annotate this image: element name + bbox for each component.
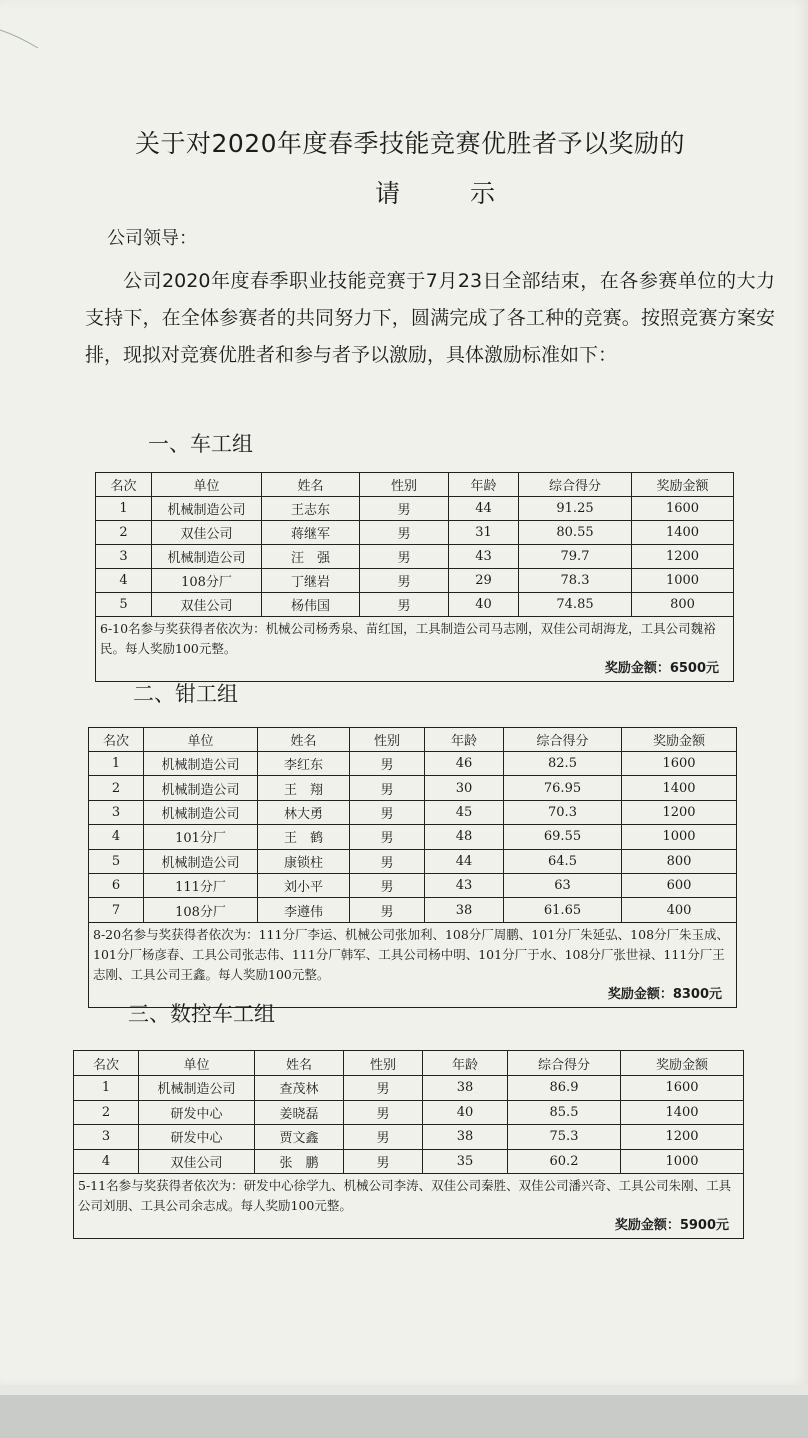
salutation: 公司领导：: [107, 228, 197, 249]
cell: 双佳公司: [139, 1149, 255, 1174]
note-row: [74, 1174, 744, 1239]
results-table: [95, 472, 734, 682]
cell: 5: [89, 849, 144, 873]
cell: 李遵伟: [258, 898, 350, 922]
table-row: [96, 569, 734, 593]
document-title: 关于对2020年度春季技能竞赛优胜者予以奖励的: [134, 129, 686, 158]
cell: 2: [74, 1100, 139, 1125]
cell: 蒋继军: [262, 521, 360, 545]
cell: 76.95: [504, 776, 622, 800]
cell: 双佳公司: [152, 521, 262, 545]
section-heading: 一、车工组: [148, 432, 253, 456]
header-cell: 奖励金额: [621, 1051, 744, 1076]
cell: 80.55: [519, 521, 632, 545]
cell: 研发中心: [139, 1100, 255, 1125]
cell: 刘小平: [258, 873, 350, 897]
note-text: 5-11名参与奖获得者依次为：研发中心徐学九、机械公司李涛、双佳公司秦胜、双佳公司潘兴奇、工具公司朱刚、工具公司刘朋、工具公司余志成。每人奖励100元整。: [78, 1178, 732, 1213]
cell: 45: [425, 800, 504, 824]
header-cell: 年龄: [449, 473, 519, 497]
cell: 44: [449, 497, 519, 521]
cell: 机械制造公司: [152, 545, 262, 569]
cell: 4: [89, 825, 144, 849]
header-cell: 性别: [344, 1051, 423, 1076]
cell: 男: [344, 1125, 423, 1150]
cell: 46: [425, 752, 504, 776]
cell: 男: [350, 752, 425, 776]
cell: 79.7: [519, 545, 632, 569]
table-row: [74, 1125, 744, 1150]
cell: 1000: [632, 569, 734, 593]
cell: 李红东: [258, 752, 350, 776]
cell: 2: [89, 776, 144, 800]
table-row: [89, 752, 737, 776]
table-row: [74, 1100, 744, 1125]
cell: 108分厂: [144, 898, 258, 922]
header-cell: 综合得分: [519, 473, 632, 497]
cell: 64.5: [504, 849, 622, 873]
cell: 4: [96, 569, 152, 593]
cell: 2: [96, 521, 152, 545]
cell: 29: [449, 569, 519, 593]
cell: 1600: [632, 497, 734, 521]
cell: 男: [350, 776, 425, 800]
cell: 6: [89, 873, 144, 897]
cell: 86.9: [508, 1076, 621, 1101]
cell: 69.55: [504, 825, 622, 849]
cell: 1200: [621, 1125, 744, 1150]
cell: 800: [622, 849, 737, 873]
table-row: [96, 545, 734, 569]
cell: 贾文鑫: [255, 1125, 344, 1150]
header-cell: 单位: [139, 1051, 255, 1076]
cell: 60.2: [508, 1149, 621, 1174]
cell: 1400: [621, 1100, 744, 1125]
table-row: [96, 521, 734, 545]
cell: 31: [449, 521, 519, 545]
staple-mark: [0, 0, 40, 50]
cell: 63: [504, 873, 622, 897]
cell: 男: [360, 545, 449, 569]
cell: 3: [74, 1125, 139, 1150]
section-heading: 三、数控车工组: [128, 1002, 275, 1026]
cell: 男: [360, 593, 449, 617]
cell: 1600: [621, 1076, 744, 1101]
cell: 85.5: [508, 1100, 621, 1125]
cell: 男: [350, 898, 425, 922]
page-edge-background: [0, 1385, 808, 1438]
cell: 600: [622, 873, 737, 897]
header-cell: 奖励金额: [622, 728, 737, 752]
cell: 111分厂: [144, 873, 258, 897]
note-text: 6-10名参与奖获得者依次为：机械公司杨秀泉、苗红国，工具制造公司马志刚，双佳公司胡海龙，工具公司魏裕民。每人奖励100元整。: [100, 621, 716, 656]
header-cell: 姓名: [258, 728, 350, 752]
cell: 机械制造公司: [144, 849, 258, 873]
cell: 70.3: [504, 800, 622, 824]
note-cell: [89, 922, 737, 1007]
table-header: [74, 1051, 744, 1076]
table-row: [89, 873, 737, 897]
cell: 张 鹏: [255, 1149, 344, 1174]
cell: 40: [449, 593, 519, 617]
note-cell: [96, 617, 734, 682]
cell: 38: [423, 1076, 508, 1101]
cell: 1: [89, 752, 144, 776]
document-title-line2: 请示: [374, 179, 565, 208]
cell: 3: [96, 545, 152, 569]
cell: 82.5: [504, 752, 622, 776]
table-row: [96, 497, 734, 521]
table-row: [74, 1149, 744, 1174]
cell: 机械制造公司: [139, 1076, 255, 1101]
header-cell: 年龄: [423, 1051, 508, 1076]
award-total: 奖励金额：8300元: [607, 986, 722, 1002]
cell: 7: [89, 898, 144, 922]
cell: 丁继岩: [262, 569, 360, 593]
note-row: [96, 617, 734, 682]
cell: 1200: [632, 545, 734, 569]
cell: 机械制造公司: [144, 752, 258, 776]
cell: 男: [360, 569, 449, 593]
cell: 男: [350, 873, 425, 897]
cell: 男: [350, 849, 425, 873]
award-total: 奖励金额：5900元: [614, 1218, 729, 1233]
cell: 1400: [632, 521, 734, 545]
cell: 查茂林: [255, 1076, 344, 1101]
cell: 男: [350, 825, 425, 849]
cell: 林大勇: [258, 800, 350, 824]
table-header: [96, 473, 734, 497]
cell: 王 翔: [258, 776, 350, 800]
cell: 43: [425, 873, 504, 897]
cell: 1000: [621, 1149, 744, 1174]
table-row: [89, 825, 737, 849]
cell: 800: [632, 593, 734, 617]
cell: 30: [425, 776, 504, 800]
cell: 王志东: [262, 497, 360, 521]
cell: 男: [360, 497, 449, 521]
note-text: 8-20名参与奖获得者依次为：111分厂李运、机械公司张加利、108分厂周鹏、101分厂朱延弘、108分厂朱玉成、101分厂杨彦春、工具公司张志伟、111分厂韩军、工具公司杨中明、101分厂于水、108分厂张世禄、111分厂王志刚、工具公司王鑫。每人奖励100元整。: [93, 926, 730, 982]
cell: 机械制造公司: [144, 800, 258, 824]
cell: 35: [423, 1149, 508, 1174]
cell: 101分厂: [144, 825, 258, 849]
cell: 男: [350, 800, 425, 824]
cell: 78.3: [519, 569, 632, 593]
table-row: [89, 776, 737, 800]
cell: 研发中心: [139, 1125, 255, 1150]
header-cell: 年龄: [425, 728, 504, 752]
header-cell: 名次: [74, 1051, 139, 1076]
table-row: [89, 800, 737, 824]
cell: 44: [425, 849, 504, 873]
header-cell: 单位: [144, 728, 258, 752]
cell: 杨伟国: [262, 593, 360, 617]
header-cell: 姓名: [255, 1051, 344, 1076]
header-cell: 综合得分: [504, 728, 622, 752]
cell: 男: [344, 1076, 423, 1101]
cell: 男: [344, 1100, 423, 1125]
body-paragraph: 公司2020年度春季职业技能竞赛于7月23日全部结束，在各参赛单位的大力支持下，在全体参赛者的共同努力下，圆满完成了各工种的竞赛。按照竞赛方案安排，现拟对竞赛优胜者和参与者予以激励，具体激励标准如下：: [85, 270, 775, 366]
header-cell: 单位: [152, 473, 262, 497]
cell: 1600: [622, 752, 737, 776]
header-cell: 奖励金额: [632, 473, 734, 497]
header-cell: 姓名: [262, 473, 360, 497]
cell: 1200: [622, 800, 737, 824]
cell: 男: [360, 521, 449, 545]
table-row: [89, 898, 737, 922]
award-total: 奖励金额：6500元: [604, 661, 719, 676]
cell: 5: [96, 593, 152, 617]
cell: 机械制造公司: [144, 776, 258, 800]
cell: 双佳公司: [152, 593, 262, 617]
cell: 1: [74, 1076, 139, 1101]
cell: 48: [425, 825, 504, 849]
cell: 38: [423, 1125, 508, 1150]
cell: 75.3: [508, 1125, 621, 1150]
table-row: [74, 1076, 744, 1101]
header-cell: 综合得分: [508, 1051, 621, 1076]
table-row: [89, 849, 737, 873]
cell: 1: [96, 497, 152, 521]
cell: 机械制造公司: [152, 497, 262, 521]
table-row: [96, 593, 734, 617]
cell: 91.25: [519, 497, 632, 521]
cell: 汪 强: [262, 545, 360, 569]
cell: 4: [74, 1149, 139, 1174]
header-cell: 性别: [350, 728, 425, 752]
cell: 38: [425, 898, 504, 922]
cell: 74.85: [519, 593, 632, 617]
header-cell: 名次: [89, 728, 144, 752]
cell: 1400: [622, 776, 737, 800]
cell: 43: [449, 545, 519, 569]
cell: 姜晓磊: [255, 1100, 344, 1125]
results-table: [88, 727, 737, 1008]
header-cell: 名次: [96, 473, 152, 497]
results-table: [73, 1050, 744, 1239]
cell: 400: [622, 898, 737, 922]
note-cell: [74, 1174, 744, 1239]
cell: 61.65: [504, 898, 622, 922]
cell: 男: [344, 1149, 423, 1174]
header-cell: 性别: [360, 473, 449, 497]
cell: 王 鹤: [258, 825, 350, 849]
cell: 3: [89, 800, 144, 824]
cell: 108分厂: [152, 569, 262, 593]
cell: 1000: [622, 825, 737, 849]
cell: 40: [423, 1100, 508, 1125]
cell: 康锁柱: [258, 849, 350, 873]
section-heading: 二、钳工组: [133, 682, 238, 706]
note-row: [89, 922, 737, 1007]
table-header: [89, 728, 737, 752]
